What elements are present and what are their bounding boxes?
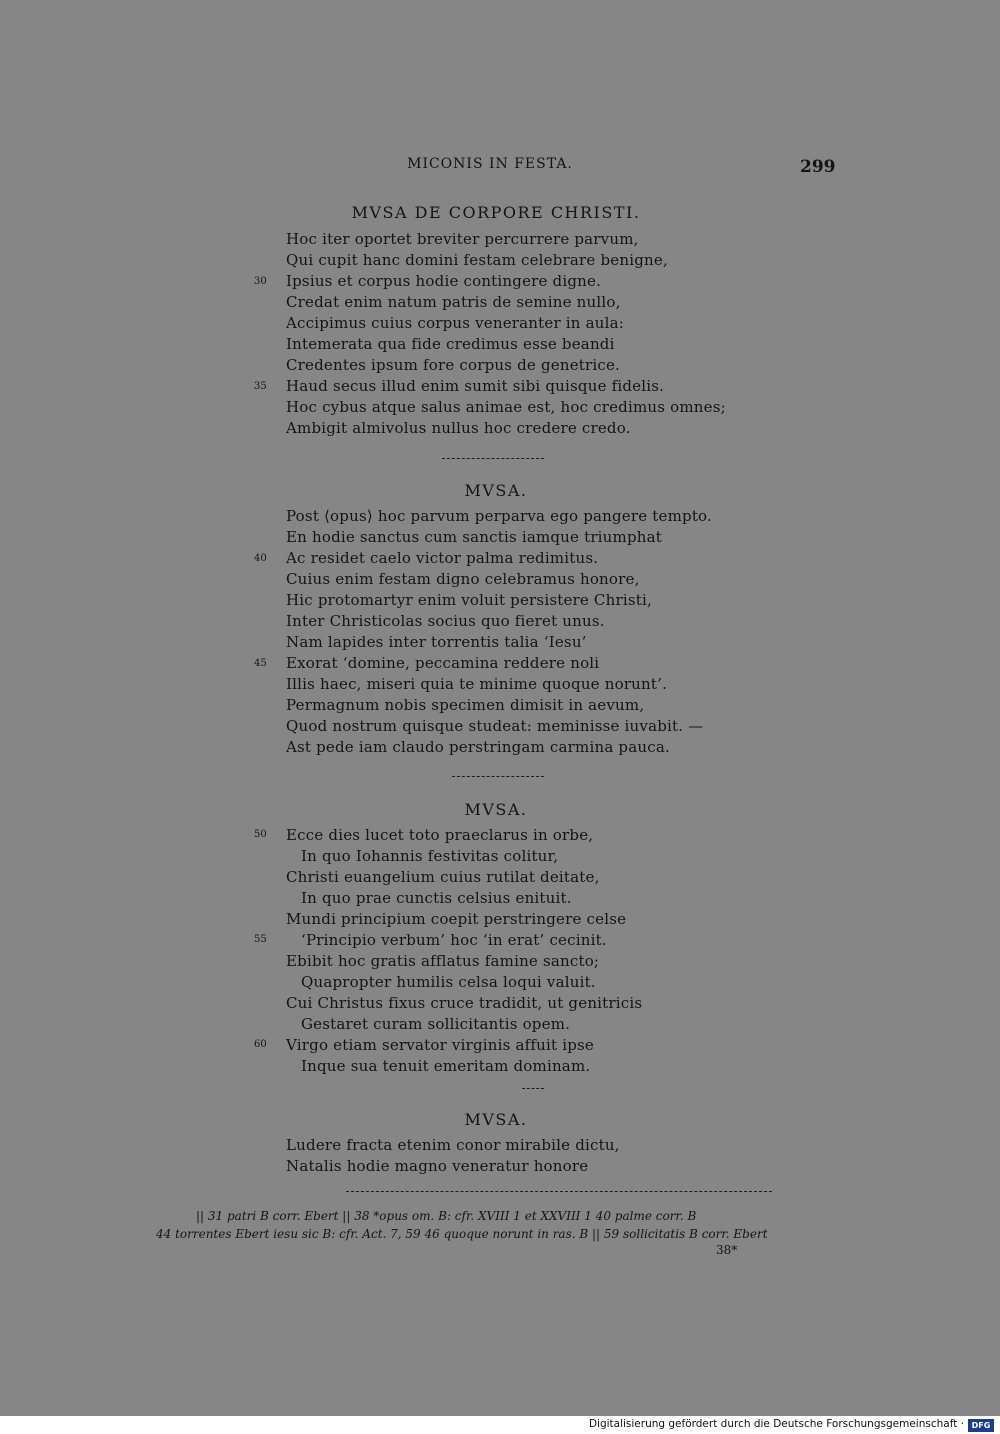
section-divider bbox=[452, 776, 544, 777]
section-divider bbox=[522, 1088, 544, 1089]
line-number: 35 bbox=[254, 381, 267, 392]
verse-line: Inque sua tenuit emeritam dominam. bbox=[301, 1057, 591, 1075]
line-number: 50 bbox=[254, 829, 267, 840]
section-title: MVSA DE CORPORE CHRISTI. bbox=[351, 203, 641, 222]
section-title: MVSA. bbox=[464, 481, 528, 500]
verse-line: Nam lapides inter torrentis talia ‘Iesu’ bbox=[286, 633, 587, 651]
verse-line: Virgo etiam servator virginis affuit ipse bbox=[286, 1036, 594, 1054]
verse-line: Intemerata qua fide credimus esse beandi bbox=[286, 335, 615, 353]
line-number: 55 bbox=[254, 934, 267, 945]
apparatus-note: || 31 patri B corr. Ebert || 38 *opus om. B: cfr. XVIII 1 et XXVIII 1 40 palme corr. B bbox=[196, 1209, 697, 1223]
verse-line: Inter Christicolas socius quo fieret unus. bbox=[286, 612, 605, 630]
verse-line: Quapropter humilis celsa loqui valuit. bbox=[301, 973, 596, 991]
verse-line: Mundi principium coepit perstringere celse bbox=[286, 910, 627, 928]
section-title: MVSA. bbox=[464, 1110, 528, 1129]
verse-line: Hoc iter oportet breviter percurrere parvum, bbox=[286, 230, 639, 248]
line-number: 45 bbox=[254, 658, 267, 669]
verse-line: Cui Christus fixus cruce tradidit, ut genitricis bbox=[286, 994, 643, 1012]
verse-line: Ast pede iam claudo perstringam carmina pauca. bbox=[286, 738, 670, 756]
verse-line: Ac residet caelo victor palma redimitus. bbox=[286, 549, 599, 567]
verse-line: Exorat ‘domine, peccamina reddere noli bbox=[286, 654, 600, 672]
section-divider bbox=[442, 458, 544, 459]
verse-line: Natalis hodie magno veneratur honore bbox=[286, 1157, 589, 1175]
section-title: MVSA. bbox=[464, 800, 528, 819]
verse-line: Post ⟨opus⟩ hoc parvum perparva ego pangere tempto. bbox=[286, 507, 712, 525]
verse-line: En hodie sanctus cum sanctis iamque triumphat bbox=[286, 528, 663, 546]
verse-line: Ludere fracta etenim conor mirabile dictu, bbox=[286, 1136, 620, 1154]
verse-line: Illis haec, miseri quia te minime quoque norunt’. bbox=[286, 675, 668, 693]
verse-line: Credentes ipsum fore corpus de genetrice. bbox=[286, 356, 621, 374]
verse-line: ‘Principio verbum’ hoc ‘in erat’ cecinit. bbox=[301, 931, 607, 949]
verse-line: Accipimus cuius corpus veneranter in aula: bbox=[286, 314, 625, 332]
page-number: 299 bbox=[800, 157, 836, 177]
footnote-rule bbox=[346, 1191, 772, 1192]
line-number: 40 bbox=[254, 553, 267, 564]
verse-line: Cuius enim festam digno celebramus honore, bbox=[286, 570, 640, 588]
signature-mark: 38* bbox=[716, 1243, 738, 1257]
verse-line: Haud secus illud enim sumit sibi quisque fidelis. bbox=[286, 377, 665, 395]
verse-line: Christi euangelium cuius rutilat deitate, bbox=[286, 868, 600, 886]
line-number: 60 bbox=[254, 1039, 267, 1050]
verse-line: Permagnum nobis specimen dimisit in aevum, bbox=[286, 696, 645, 714]
verse-line: Quod nostrum quisque studeat: meminisse iuvabit. — bbox=[286, 717, 704, 735]
verse-line: Qui cupit hanc domini festam celebrare benigne, bbox=[286, 251, 668, 269]
verse-line: Ambigit almivolus nullus hoc credere credo. bbox=[286, 419, 631, 437]
verse-line: Credat enim natum patris de semine nullo, bbox=[286, 293, 621, 311]
verse-line: Ipsius et corpus hodie contingere digne. bbox=[286, 272, 602, 290]
apparatus-note: 44 torrentes Ebert iesu sic B: cfr. Act. 7, 59 46 quoque norunt in ras. B || 59 sollicitatis B corr. Ebert bbox=[156, 1227, 768, 1241]
running-title: MICONIS IN FESTA. bbox=[407, 156, 573, 172]
line-number: 30 bbox=[254, 276, 267, 287]
verse-line: Ecce dies lucet toto praeclarus in orbe, bbox=[286, 826, 594, 844]
verse-line: In quo Iohannis festivitas colitur, bbox=[301, 847, 559, 865]
verse-line: Gestaret curam sollicitantis opem. bbox=[301, 1015, 571, 1033]
digitization-credit: Digitalisierung gefördert durch die Deutsche Forschungsgemeinschaft · bbox=[588, 1418, 964, 1430]
verse-line: Ebibit hoc gratis afflatus famine sancto; bbox=[286, 952, 600, 970]
verse-line: Hoc cybus atque salus animae est, hoc credimus omnes; bbox=[286, 398, 726, 416]
verse-line: Hic protomartyr enim voluit persistere Christi, bbox=[286, 591, 652, 609]
dfg-logo: DFG bbox=[968, 1419, 994, 1432]
verse-line: In quo prae cunctis celsius enituit. bbox=[301, 889, 572, 907]
